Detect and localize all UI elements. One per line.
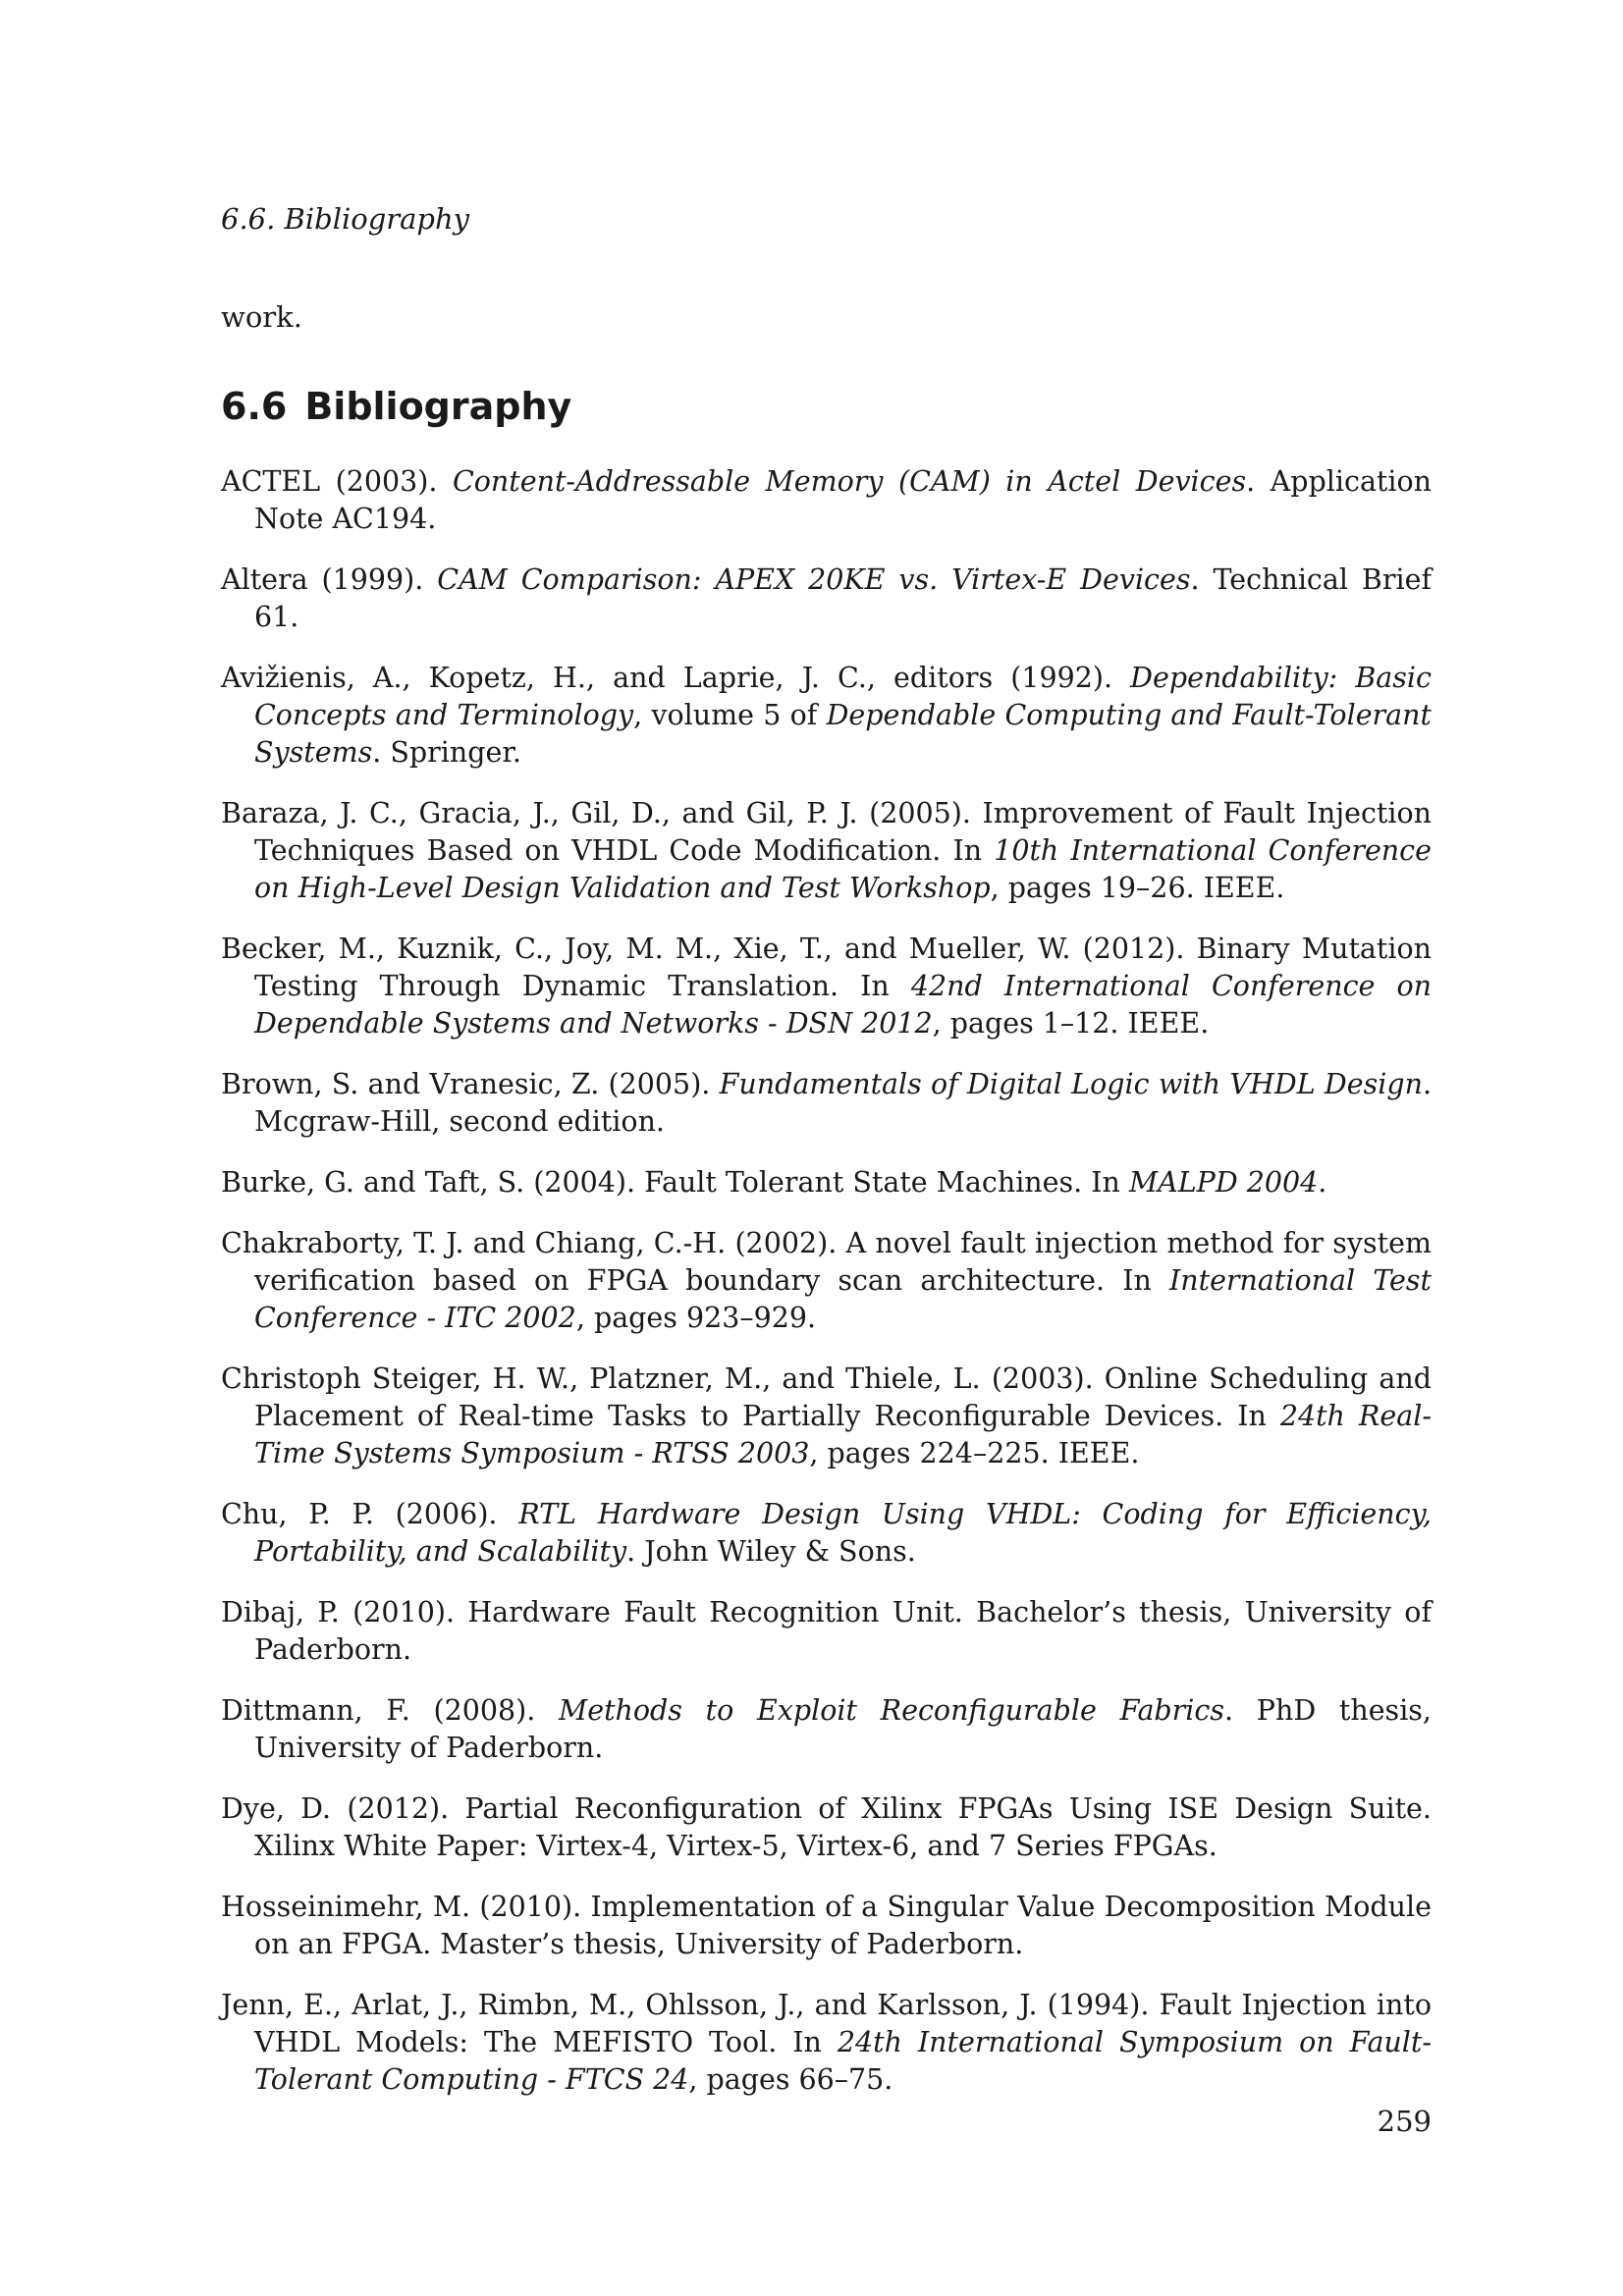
- entry-title-italic: MALPD 2004: [1128, 1166, 1319, 1199]
- entry-text: Altera (1999).: [221, 563, 438, 596]
- entry-title-italic: 24th International Symposium on Fault-Tolerant Computing - FTCS 24: [254, 2026, 1432, 2096]
- entry-text: Brown, S. and Vranesic, Z. (2005).: [221, 1068, 720, 1100]
- bibliography-entry: [221, 1594, 1432, 1669]
- entry-title-italic: CAM Comparison: APEX 20KE vs. Virtex-E Devices: [437, 563, 1191, 596]
- entry-title-italic: International Test Conference - ITC 2002: [254, 1264, 1432, 1334]
- entry-text: Chakraborty, T. J. and Chiang, C.-H. (2002). A novel fault injection method for system verification based on FPGA boundary scan architecture. In: [221, 1227, 1432, 1297]
- entry-text: , volume 5 of: [633, 699, 827, 731]
- entry-text: . Springer.: [372, 736, 521, 769]
- section-title: Bibliography: [304, 385, 572, 428]
- bibliography-entry: [221, 1496, 1432, 1571]
- entry-title-italic: Content-Addressable Memory (CAM) in Actel Devices: [452, 465, 1247, 498]
- entry-text: , pages 1–12. IEEE.: [932, 1007, 1210, 1040]
- bibliography-entry: [221, 1225, 1432, 1337]
- entry-text: . Mcgraw-Hill, second edition.: [254, 1068, 1433, 1138]
- bibliography-entry: [221, 561, 1432, 636]
- entry-title-italic: 10th International Conference on High-Level Design Validation and Test Workshop: [254, 834, 1432, 904]
- entry-title-italic: RTL Hardware Design Using VHDL: Coding for Efficiency, Portability, and Scalability: [254, 1498, 1432, 1568]
- entry-text: , pages 923–929.: [575, 1302, 817, 1334]
- entry-text: .: [1318, 1166, 1327, 1199]
- entry-text: ACTEL (2003).: [221, 465, 453, 498]
- section-number: 6.6: [221, 385, 288, 428]
- entry-text: Avižienis, A., Kopetz, H., and Laprie, J. C., editors (1992).: [221, 662, 1131, 694]
- entry-text: , pages 66–75.: [688, 2063, 893, 2096]
- bibliography-entry: [221, 463, 1432, 538]
- entry-title-italic: Dependability: Basic Concepts and Terminology: [254, 662, 1432, 731]
- bibliography-list: [221, 463, 1432, 2122]
- entry-text: Christoph Steiger, H. W., Platzner, M., and Thiele, L. (2003). Online Scheduling and Placement of Real-time Tasks to Partially Reconfigurable Devices. In: [221, 1362, 1432, 1432]
- bibliography-entry: [221, 660, 1432, 772]
- entry-text: . Application Note AC194.: [254, 465, 1433, 535]
- bibliography-entry: [221, 1692, 1432, 1767]
- entry-title-italic: Dependable Computing and Fault-Tolerant Systems: [254, 699, 1432, 769]
- entry-text: , pages 224–225. IEEE.: [809, 1437, 1140, 1469]
- entry-text: Jenn, E., Arlat, J., Rimbn, M., Ohlsson, J., and Karlsson, J. (1994). Fault Injection into VHDL Models: The MEFISTO Tool. In: [221, 1989, 1432, 2058]
- bibliography-entry: [221, 931, 1432, 1042]
- entry-title-italic: 42nd International Conference on Dependable Systems and Networks - DSN 2012: [254, 970, 1432, 1040]
- bibliography-entry: [221, 795, 1432, 907]
- entry-text: Dibaj, P. (2010). Hardware Fault Recognition Unit. Bachelor’s thesis, University of Paderborn.: [221, 1596, 1432, 1666]
- running-head: 6.6. Bibliography: [221, 202, 470, 236]
- entry-title-italic: 24th Real-Time Systems Symposium - RTSS 2003: [254, 1400, 1432, 1469]
- entry-title-italic: Fundamentals of Digital Logic with VHDL Design: [719, 1068, 1423, 1100]
- entry-text: Burke, G. and Taft, S. (2004). Fault Tolerant State Machines. In: [221, 1166, 1129, 1199]
- entry-text: . John Wiley & Sons.: [626, 1535, 916, 1568]
- bibliography-entry: [221, 1164, 1432, 1201]
- entry-title-italic: Methods to Exploit Reconfigurable Fabrics: [559, 1694, 1225, 1727]
- entry-text: Becker, M., Kuznik, C., Joy, M. M., Xie, T., and Mueller, W. (2012). Binary Mutation Testing Through Dynamic Translation. In: [221, 933, 1432, 1002]
- entry-text: , pages 19–26. IEEE.: [990, 872, 1285, 904]
- entry-text: Dye, D. (2012). Partial Reconfiguration of Xilinx FPGAs Using ISE Design Suite. Xilinx White Paper: Virtex-4, Virtex-5, Virtex-6, and 7 Series FPGAs.: [221, 1792, 1432, 1862]
- entry-text: . Technical Brief 61.: [254, 563, 1432, 633]
- entry-text: Hosseinimehr, M. (2010). Implementation of a Singular Value Decomposition Module on an FPGA. Master’s thesis, University of Paderborn.: [221, 1891, 1432, 1960]
- bibliography-entry: [221, 1987, 1432, 2099]
- entry-text: Dittmann, F. (2008).: [221, 1694, 560, 1727]
- entry-text: Baraza, J. C., Gracia, J., Gil, D., and Gil, P. J. (2005). Improvement of Fault Injection Techniques Based on VHDL Code Modification. In: [221, 797, 1432, 867]
- bibliography-entry: [221, 1066, 1432, 1141]
- page-number: 259: [1377, 2105, 1432, 2138]
- bibliography-entry: [221, 1889, 1432, 1963]
- bibliography-entry: [221, 1790, 1432, 1865]
- section-heading: [221, 385, 571, 428]
- carryover-text: work.: [221, 300, 302, 334]
- entry-text: Chu, P. P. (2006).: [221, 1498, 519, 1530]
- bibliography-entry: [221, 1361, 1432, 1472]
- entry-text: . PhD thesis, University of Paderborn.: [254, 1694, 1432, 1764]
